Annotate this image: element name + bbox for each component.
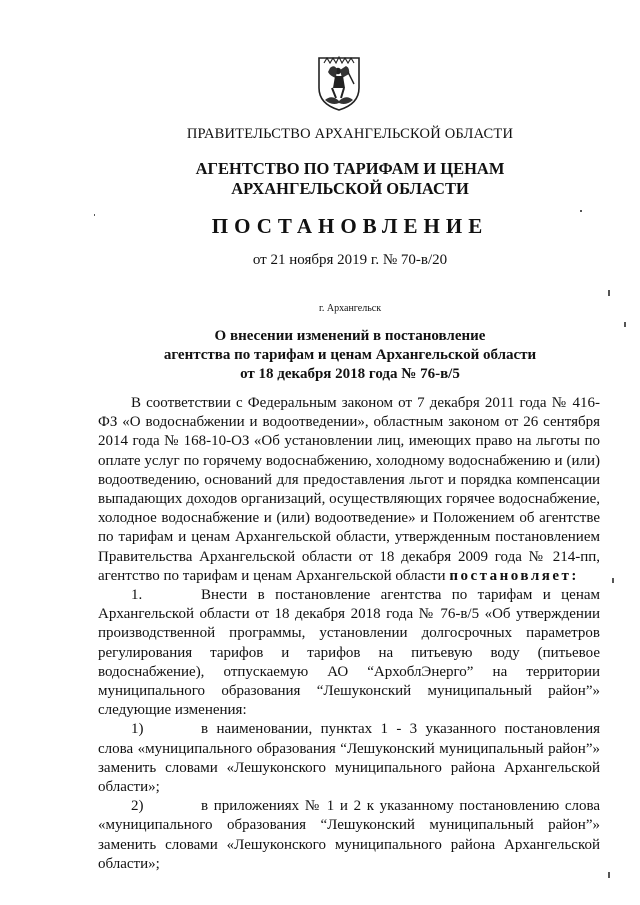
government-title: ПРАВИТЕЛЬСТВО АРХАНГЕЛЬСКОЙ ОБЛАСТИ bbox=[186, 126, 514, 142]
subject-line3: от 18 декабря 2018 года № 76-в/5 bbox=[240, 366, 460, 382]
scan-speck bbox=[580, 210, 582, 212]
agency-title-line2: АРХАНГЕЛЬСКОЙ ОБЛАСТИ bbox=[231, 179, 469, 198]
subitem-2-number: 2) bbox=[131, 798, 144, 815]
subitem-2 bbox=[98, 797, 600, 874]
subitem-1-text: в наименовании, пунктах 1 - 3 указанного постановления слова «муниципального образования “Лешуконский муниципальный район”» заменить словами «Лешуконского муниципального района Архангельской области»; bbox=[98, 721, 600, 796]
document-subject bbox=[0, 327, 640, 384]
subitem-1 bbox=[98, 720, 600, 797]
document-date-number: от 21 ноября 2019 г. № 70-в/20 bbox=[252, 252, 448, 268]
subject-line1: О внесении изменений в постановление bbox=[214, 328, 486, 344]
agency-title bbox=[0, 159, 640, 199]
agency-title-line1: АГЕНТСТВО ПО ТАРИФАМ И ЦЕНАМ bbox=[195, 159, 505, 178]
document-city: г. Архангельск bbox=[318, 303, 382, 314]
scan-speck bbox=[624, 322, 626, 327]
clause-1-text: Внести в постановление агентства по тарифам и ценам Архангельской области от 18 декабря 2018 года № 76-в/5 «Об утверждении производственной программы, установлении долгосрочных параметров регулирования тарифов и тарифов на питьевую воду (питьевое водоснабжение), отпускаемую АО “АрхоблЭнерго” на территории муниципального образования “Лешуконский муниципальный район”» следующие изменения: bbox=[98, 587, 600, 719]
coat-of-arms-emblem bbox=[316, 54, 362, 112]
subitem-1-number: 1) bbox=[131, 721, 144, 738]
document-type: ПОСТАНОВЛЕНИЕ bbox=[211, 214, 489, 238]
clause-1-number: 1. bbox=[131, 587, 143, 604]
clause-1 bbox=[98, 586, 600, 720]
scan-speck bbox=[608, 290, 610, 296]
scan-speck bbox=[612, 578, 614, 583]
resolves-word: постановляет: bbox=[449, 567, 579, 584]
subitem-2-text: в приложениях № 1 и 2 к указанному постановлению слова «муниципального образования “Лешуконский муниципальный район”» заменить словами «Лешуконского муниципального района Архангельской области»; bbox=[98, 798, 600, 872]
document-body bbox=[98, 394, 600, 874]
subject-line2: агентства по тарифам и ценам Архангельской области bbox=[163, 347, 537, 363]
preamble-paragraph bbox=[98, 394, 600, 586]
scan-speck bbox=[608, 872, 610, 878]
preamble-text: В соответствии с Федеральным законом от 7 декабря 2011 года № 416-ФЗ «О водоснабжении и водоотведении», областным законом от 26 сентября 2014 года № 168-10-ОЗ «Об установлении лиц, имеющих право на льготы по оплате услуг по горячему водоснабжению, холодному водоснабжению и (или) водоотведению, оснований для предоставления льгот и порядка компенсации выпадающих доходов организаций, осуществляющих горячее водоснабжение, холодное водоснабжение и (или) водоотведение» и Положением об агентстве по тарифам и ценам Архангельской области, утвержденным постановлением Правительства Архангельской области от 18 декабря 2009 года № 214-пп, агентство по тарифам и ценам Архангельской области bbox=[98, 395, 600, 584]
scan-speck bbox=[94, 214, 95, 216]
